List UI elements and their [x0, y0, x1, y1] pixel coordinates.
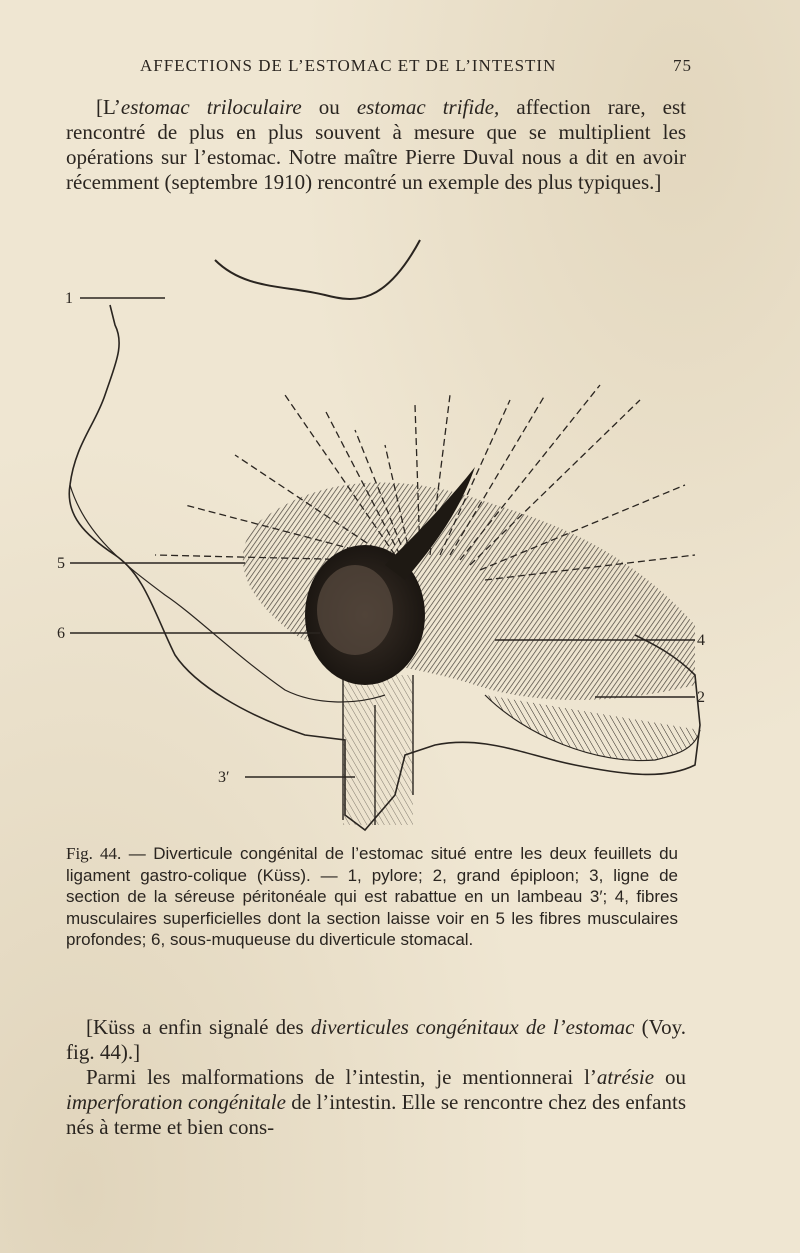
p3-term-imperforation: imperforation congénitale [66, 1090, 286, 1114]
figure-caption [66, 843, 678, 951]
p2-open: [Küss a enfin signalé des [86, 1015, 311, 1039]
p1-mid: ou [301, 95, 357, 119]
p2-rest: (Voy. fig. 44).] [66, 1015, 687, 1064]
label-5: 5 [57, 555, 65, 572]
p1-term-triloculaire: estomac triloculaire [120, 95, 302, 119]
label-6: 6 [57, 625, 65, 642]
p3-term-atresie: atrésie [596, 1065, 655, 1089]
paragraph-malformations [66, 1065, 686, 1140]
running-header [140, 56, 700, 82]
p2-term: diverticules congénitaux de l’estomac [310, 1015, 635, 1039]
p1-term-trifide: estomac trifide, [356, 95, 500, 119]
p3-mid: ou [654, 1065, 686, 1089]
paragraph-diverticules [66, 1015, 686, 1065]
label-3-prime: 3′ [218, 769, 230, 786]
p3-rest: de l’intestin. Elle se rencontre chez des enfants nés à terme et bien cons- [66, 1090, 687, 1139]
diverticulum-highlight [317, 565, 393, 655]
caption-text: — Diverticule congénital de l’estomac situé entre les deux feuillets du ligament gastro-colique (Küss). — 1, pylore; 2, grand épiploon; 3, ligne de section de la séreuse péritonéale qui est rabattue en un lambeau 3′; 4, fibres musculaires superficielles dont la section laisse voir en 5 les fibres musculaires profondes; 6, sous-muqueuse du diverticule stomacal. [66, 844, 678, 949]
paragraph-estomac-triloculaire [66, 95, 686, 195]
label-4: 4 [697, 632, 705, 649]
header-title: AFFECTIONS DE L’ESTOMAC ET DE L’INTESTIN [140, 56, 557, 75]
caption-lead: Fig. 44. [66, 844, 122, 863]
top-curve-line [215, 240, 420, 299]
p1-open: [L’ [96, 95, 121, 119]
p3-open: Parmi les malformations de l’intestin, je mentionnerai l’ [86, 1065, 597, 1089]
page-number: 75 [673, 56, 692, 75]
label-2: 2 [697, 689, 705, 706]
anatomical-figure [55, 235, 715, 835]
label-1: 1 [65, 290, 73, 307]
p1-rest: affection rare, est rencontré de plus en plus souvent à mesure que se multiplient les opérations sur l’estomac. Notre maître Pierre Duval nous a dit en avoir récemment (septembre 1910) rencontré un exemple des plus typiques.] [66, 95, 686, 194]
flap-region [343, 675, 413, 825]
figure-engraving [55, 235, 715, 835]
